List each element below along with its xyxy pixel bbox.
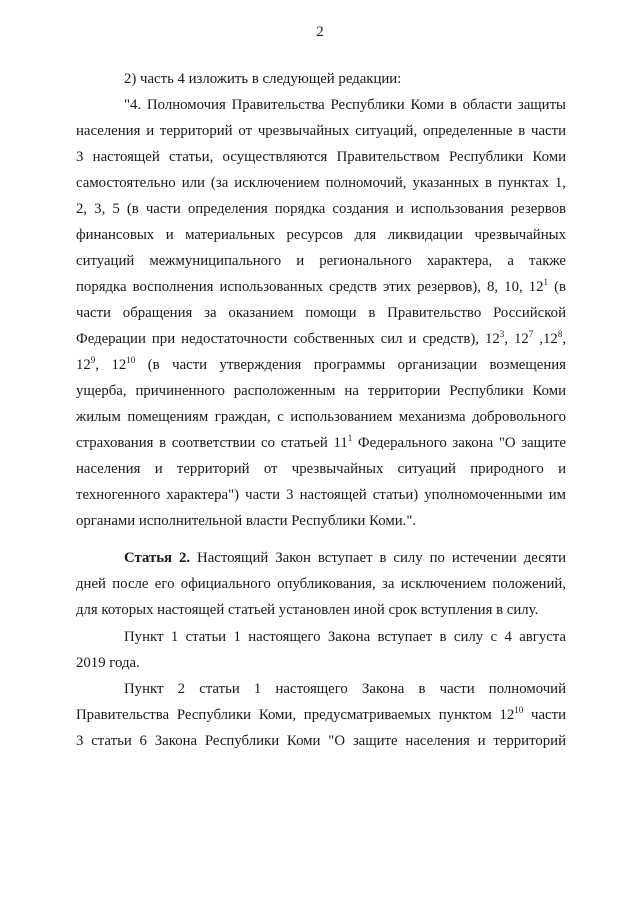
superscript: 3 — [499, 329, 505, 339]
superscript: 9 — [90, 355, 96, 365]
text-fragment: , 12 — [504, 331, 529, 347]
text-line: "4. Полномочия Правительства Республики Коми в области защиты — [124, 97, 566, 113]
article-2-paragraph-3 — [76, 676, 566, 754]
text-line: 3 статьи 6 Закона Республики Коми "О защите населения и территорий — [76, 733, 566, 749]
amendment-paragraph — [76, 66, 566, 534]
text-line: жилым помещениям граждан, с использованием механизма добровольного — [76, 409, 566, 425]
text-fragment: 12 — [76, 357, 91, 373]
text-fragment: Настоящий Закон вступает в силу по истечении десяти — [190, 550, 566, 566]
text-fragment: , — [562, 331, 567, 347]
text-fragment: Федерации при недостаточности собственных сил и средств), 12 — [76, 331, 500, 347]
text-line: техногенного характера") части 3 настоящей статьи) уполномоченными им — [76, 487, 566, 503]
superscript: 10 — [126, 355, 136, 365]
text-fragment: части — [523, 707, 566, 723]
text-line: населения и территорий от чрезвычайных ситуаций, определенные в части — [76, 123, 566, 139]
article-heading: Статья 2. — [124, 550, 191, 566]
text-line — [76, 430, 566, 456]
text-line — [76, 545, 566, 571]
text-line: Пункт 1 статьи 1 настоящего Закона вступает в силу с 4 августа — [124, 629, 566, 645]
text-line: самостоятельно или (за исключением полномочий, указанных в пунктах 1, — [76, 175, 566, 191]
text-line — [76, 702, 566, 728]
page-number: 2 — [316, 24, 324, 40]
article-2-paragraph-2 — [76, 624, 566, 676]
text-line — [76, 352, 566, 378]
text-fragment: ,12 — [533, 331, 558, 347]
superscript: 10 — [514, 705, 524, 715]
text-line: Пункт 2 статьи 1 настоящего Закона в части полномочий — [124, 681, 566, 697]
text-fragment: , 12 — [95, 357, 127, 373]
text-fragment: порядка восполнения использованных средств этих резервов), 8, 10, 12 — [76, 279, 544, 295]
text-fragment: страхования в соответствии со статьей 11 — [76, 435, 348, 451]
text-line: ситуаций межмуниципального и регионального характера, а также — [76, 253, 566, 269]
text-fragment: Правительства Республики Коми, предусматриваемых пунктом 12 — [76, 707, 515, 723]
superscript: 8 — [557, 329, 563, 339]
superscript: 1 — [543, 277, 549, 287]
text-line: дней после его официального опубликования, за исключением положений, — [76, 576, 566, 592]
text-line — [76, 274, 566, 300]
superscript: 7 — [528, 329, 534, 339]
text-fragment: (в — [548, 279, 566, 295]
text-line: для которых настоящей статьей установлен иной срок вступления в силу. — [76, 602, 539, 618]
text-line: части обращения за оказанием помощи в Правительство Российской — [76, 305, 566, 321]
text-line: 2) часть 4 изложить в следующей редакции: — [124, 71, 402, 87]
text-fragment: Федерального закона "О защите — [352, 435, 566, 451]
text-line: органами исполнительной власти Республики Коми.". — [76, 513, 417, 529]
text-line: 3 настоящей статьи, осуществляются Правительством Республики Коми — [76, 149, 566, 165]
superscript: 1 — [347, 433, 353, 443]
text-fragment: (в части утверждения программы организации возмещения — [135, 357, 566, 373]
text-line: ущерба, причиненного расположенным на территории Республики Коми — [76, 383, 566, 399]
text-line: 2, 3, 5 (в части определения порядка создания и использования резервов — [76, 201, 566, 217]
text-line: финансовых и материальных ресурсов для ликвидации чрезвычайных — [76, 227, 566, 243]
text-line — [76, 326, 566, 352]
text-line: 2019 года. — [76, 655, 140, 671]
article-2 — [76, 545, 566, 623]
text-line: населения и территорий от чрезвычайных ситуаций природного и — [76, 461, 566, 477]
